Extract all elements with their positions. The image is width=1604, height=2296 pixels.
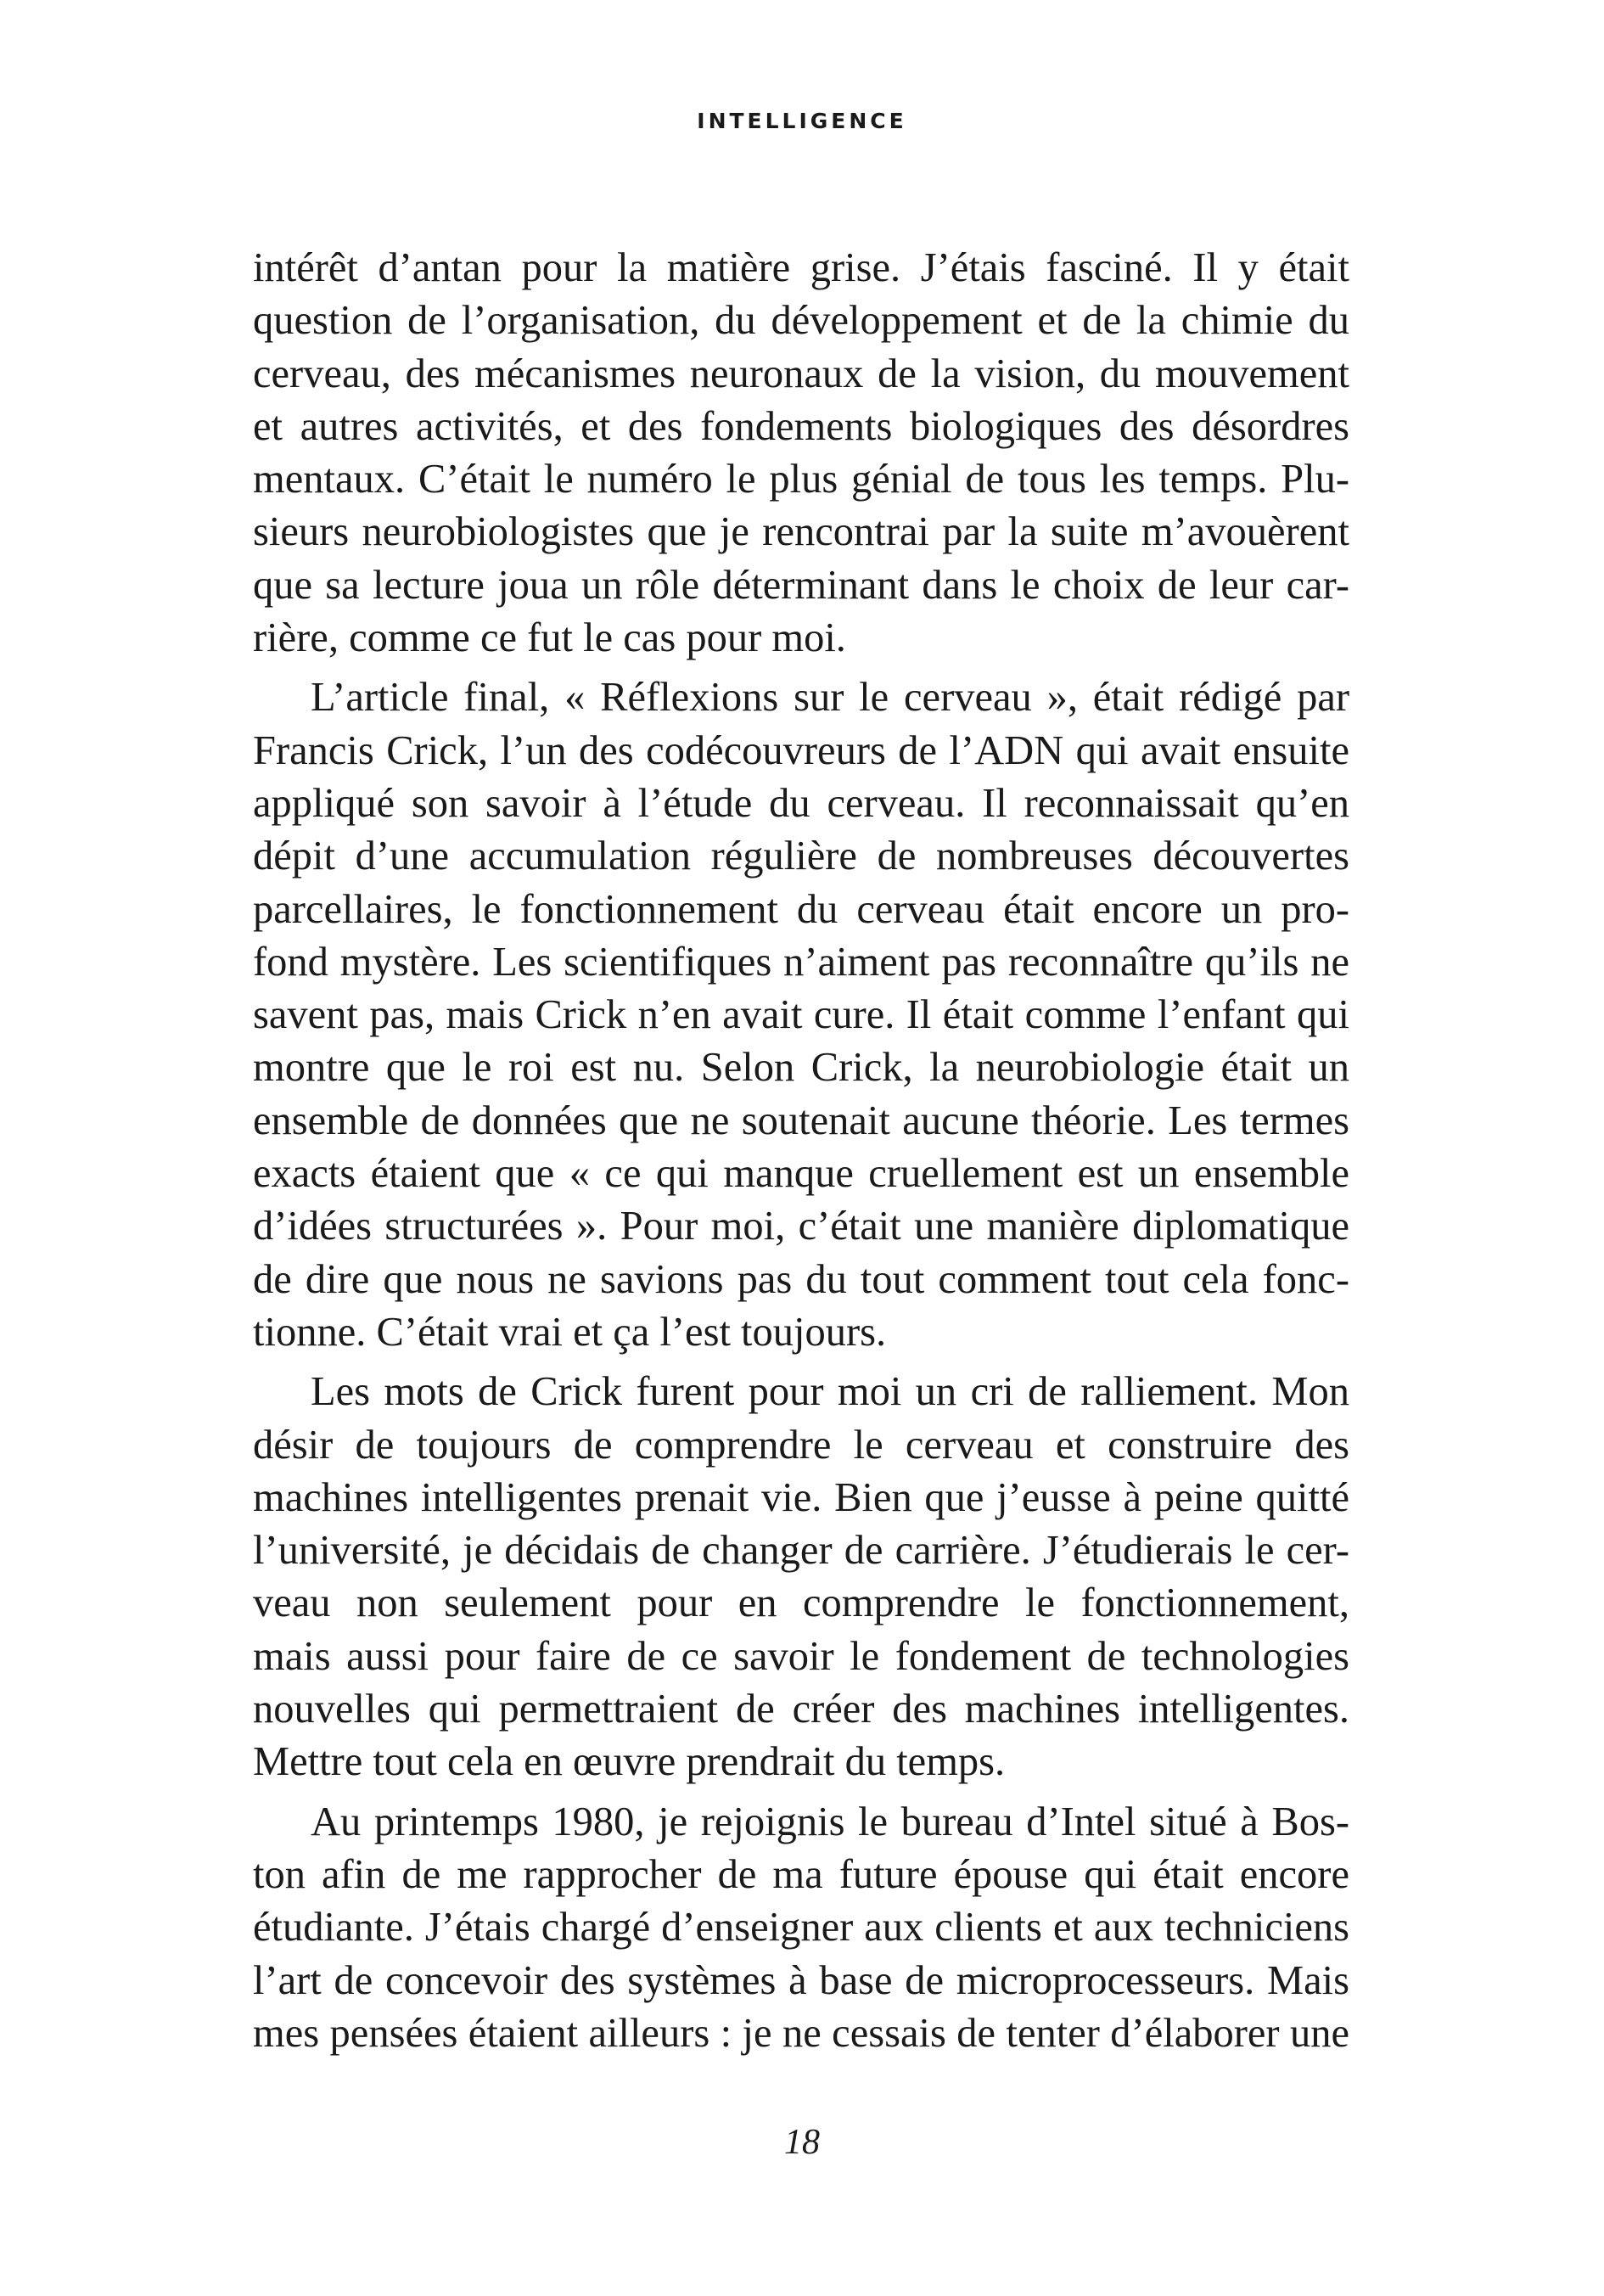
text-line: intérêt d’antan pour la matière grise. J’étais fasciné. Il y était [253, 245, 1349, 290]
text-line: nouvelles qui permettraient de créer des machines intelligentes. [253, 1687, 1349, 1732]
text-line: fond mystère. Les scientifiques n’aiment pas reconnaître qu’ils ne [253, 939, 1349, 985]
text-line: parcellaires, le fonctionnement du cerveau était encore un pro- [253, 886, 1349, 932]
text-line: et autres activités, et des fondements biologiques des désordres [253, 403, 1349, 449]
text-line: sieurs neurobiologistes que je rencontrai par la suite m’avouèrent [253, 509, 1349, 555]
text-line: appliqué son savoir à l’étude du cerveau. Il reconnaissait qu’en [253, 780, 1349, 826]
text-line: mes pensées étaient ailleurs : je ne cessais de tenter d’élaborer une [253, 2010, 1349, 2056]
text-line: dépit d’une accumulation régulière de nombreuses découvertes [253, 834, 1349, 879]
text-line: mentaux. C’était le numéro le plus génial de tous les temps. Plu- [253, 457, 1349, 502]
running-head: INTELLIGENCE [697, 109, 907, 133]
text-line: de dire que nous ne savions pas du tout comment tout cela fonc- [253, 1256, 1349, 1302]
text-line: cerveau, des mécanismes neuronaux de la vision, du mouvement [253, 351, 1349, 396]
text-line: d’idées structurées ». Pour moi, c’était une manière diplomatique [253, 1204, 1349, 1249]
paragraph [253, 671, 1349, 1359]
text-line: que sa lecture joua un rôle déterminant dans le choix de leur car- [253, 562, 1349, 608]
text-line: montre que le roi est nu. Selon Crick, la neurobiologie était un [253, 1045, 1349, 1091]
text-line: Au printemps 1980, je rejoignis le bureau d’Intel situé à Bos- [311, 1799, 1349, 1844]
text-line: étudiante. J’étais chargé d’enseigner aux clients et aux techniciens [253, 1905, 1349, 1951]
text-line: l’université, je décidais de changer de carrière. J’étudierais le cer- [253, 1528, 1349, 1574]
paragraph [253, 242, 1349, 665]
text-line: Francis Crick, l’un des codécouvreurs de l’ADN qui avait ensuite [253, 727, 1349, 773]
text-line: désir de toujours de comprendre le cerveau et construire des [253, 1422, 1349, 1468]
paragraph [253, 1366, 1349, 1788]
text-line: mais aussi pour faire de ce savoir le fondement de technologies [253, 1633, 1349, 1679]
text-line: l’art de concevoir des systèmes à base de microprocesseurs. Mais [253, 1957, 1349, 2003]
paragraph [253, 1796, 1349, 2060]
text-line: ensemble de données que ne soutenait aucune théorie. Les termes [253, 1097, 1349, 1143]
text-line: question de l’organisation, du développement et de la chimie du [253, 298, 1349, 344]
text-line: rière, comme ce fut le cas pour moi. [253, 615, 846, 661]
text-line: Les mots de Crick furent pour moi un cri de ralliement. Mon [311, 1369, 1349, 1415]
text-line: Mettre tout cela en œuvre prendrait du temps. [253, 1739, 1006, 1785]
text-line: ton afin de me rapprocher de ma future épouse qui était encore [253, 1851, 1349, 1897]
text-line: exacts étaient que « ce qui manque cruellement est un ensemble [253, 1151, 1349, 1197]
text-line: veau non seulement pour en comprendre le fonctionnement, [253, 1580, 1349, 1626]
text-line: machines intelligentes prenait vie. Bien que j’eusse à peine quitté [253, 1474, 1349, 1520]
text-line: savent pas, mais Crick n’en avait cure. Il était comme l’enfant qui [253, 992, 1349, 1038]
page-number: 18 [784, 2123, 820, 2162]
body-text [253, 242, 1349, 2067]
text-line: tionne. C’était vrai et ça l’est toujours. [253, 1309, 887, 1355]
text-line: L’article final, « Réflexions sur le cerveau », était rédigé par [311, 675, 1349, 721]
